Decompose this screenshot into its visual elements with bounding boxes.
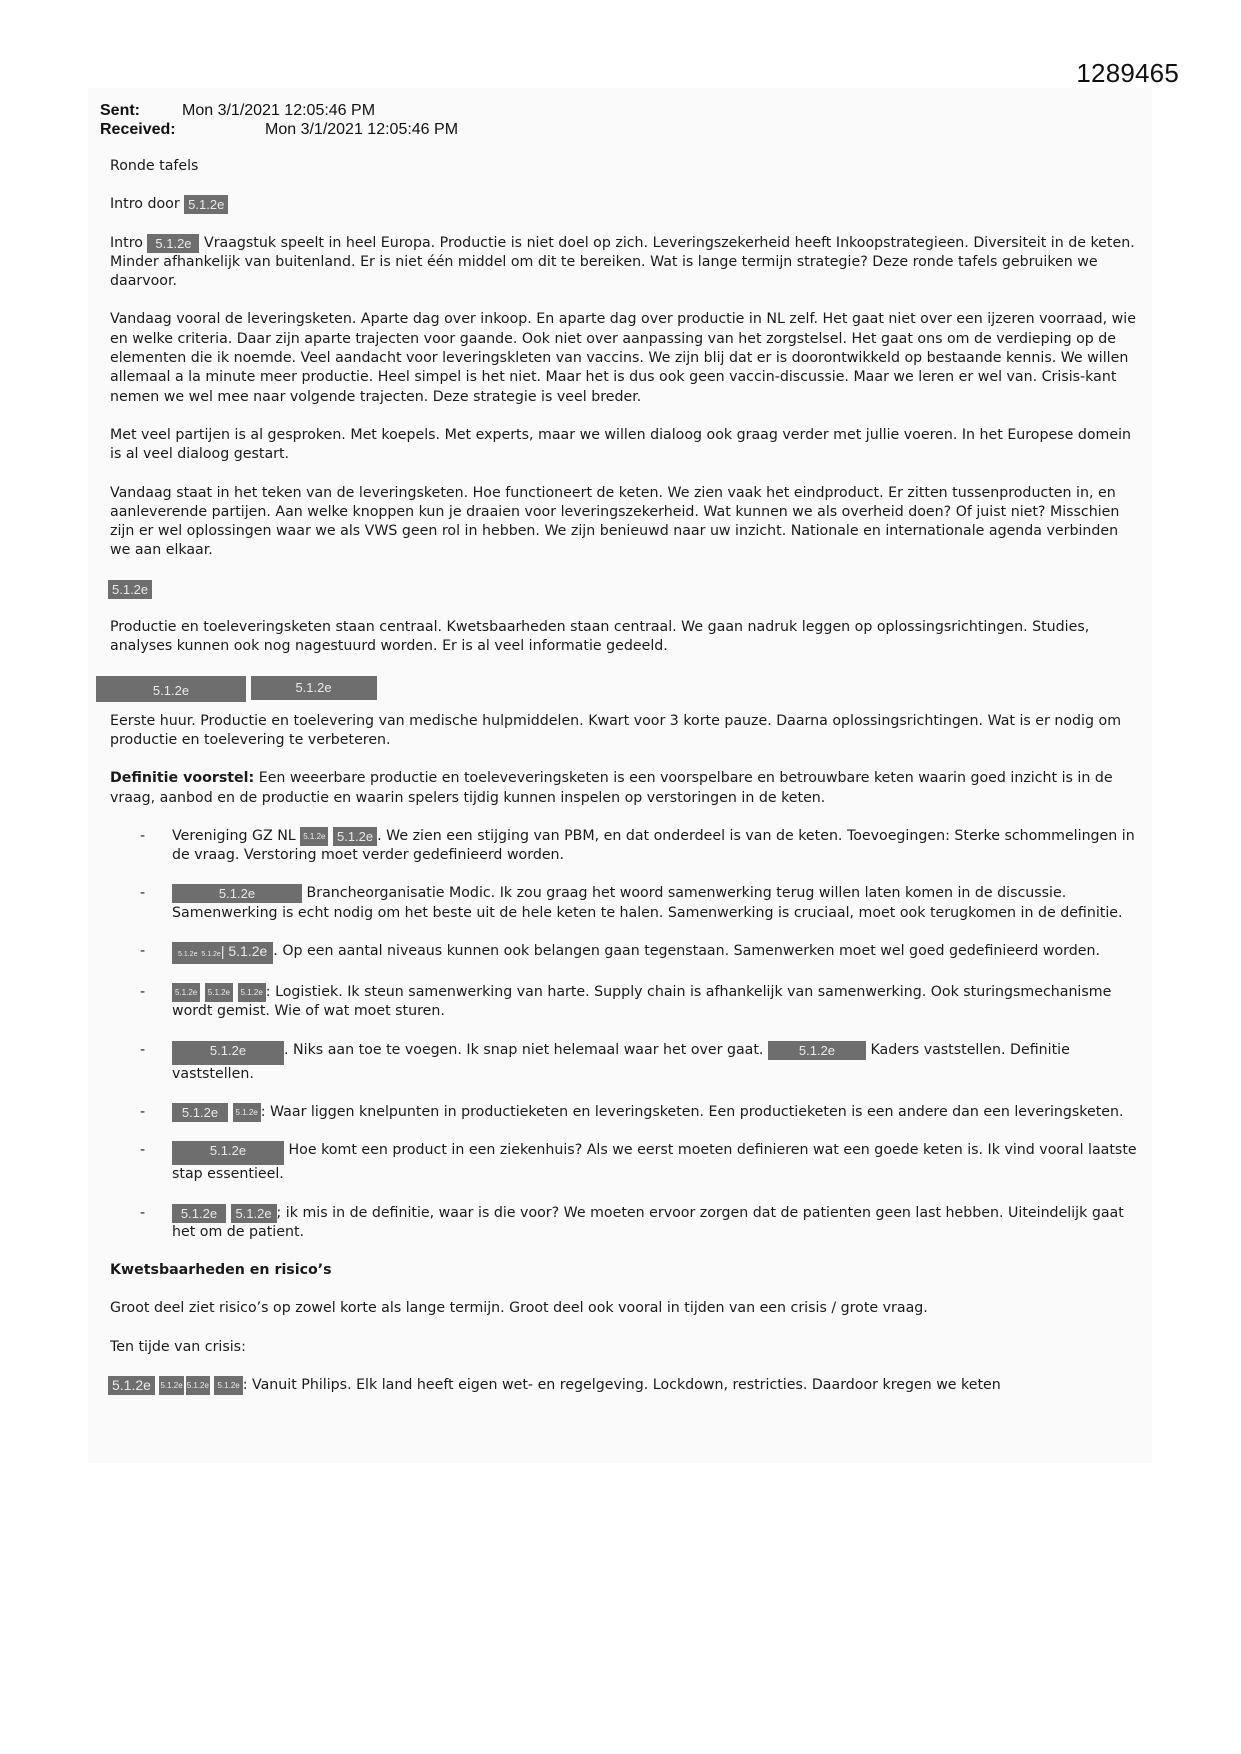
speaker-redaction xyxy=(108,580,1140,599)
redaction-box: 5.1.2e xyxy=(96,676,246,702)
definition-text: Een weeerbare productie en toeleveveringsketen is een voorspelbare en betrouwbare keten waarin goed inzicht is in de vraag, aanbod en de productie en waarin spelers tijdig kunnen inspelen op verstoringen in de keten. xyxy=(110,770,1113,806)
redaction-box: 5.1.2e xyxy=(108,1376,155,1395)
redaction-box: 5.1.2e xyxy=(184,195,228,214)
list-item xyxy=(172,827,1140,866)
redaction-code: 5.1.2e xyxy=(178,951,198,959)
intro-door-label: Intro door xyxy=(110,196,180,213)
redaction-box: 5.1.2e xyxy=(172,1204,226,1223)
list-item-text: Hoe komt een product in een ziekenhuis? Als we eerst moeten definieren wat een goede keten is. Ik vind vooral laatste stap essentieel. xyxy=(172,1142,1137,1183)
redaction-box: 5.1.2e xyxy=(159,1376,183,1395)
list-item-text: . We zien een stijging van PBM, en dat onderdeel is van de keten. Toevoegingen: Sterke schommelingen in de vraag. Verstoring moet verder gedefinieerd worden. xyxy=(172,827,1135,864)
paragraph-2: Vandaag vooral de leveringsketen. Aparte dag over inkoop. En aparte dag over productie in NL zelf. Het gaat niet over een ijzeren voorraad, wie en welke criteria. Daar zijn aparte trajecten voor gaande. Ook niet over aanpassing van het zorgstelsel. Het gaat ons om de verdieping op de elementen die ik noemde. Veel aandacht voor leveringskleten van vaccins. We zijn blij dat er is doorontwikkeld op bestaande kennis. We willen allemaal a la minute meer productie. Heel simpel is het niet. Maar het is dus ook geen vaccin-discussie. Maar we leren er wel van. Crisis-kant nemen we wel mee naar volgende trajecten. Deze strategie is veel breder. xyxy=(110,311,1136,405)
definition-label: Definitie voorstel: xyxy=(110,770,255,787)
paragraph-3: Met veel partijen is al gesproken. Met koepels. Met experts, maar we willen dialoog ook graag verder met jullie voeren. In het Europese domein is al veel dialoog gestart. xyxy=(110,426,1132,463)
redaction-code: 5.1.2e xyxy=(201,951,221,959)
redaction-box: 5.1.2e xyxy=(172,884,302,903)
list-item xyxy=(172,1103,1140,1122)
intro-door-line xyxy=(110,195,1140,214)
title: Ronde tafels xyxy=(110,158,199,174)
list-item xyxy=(172,1041,1140,1084)
redaction-box: 5.1.2e xyxy=(172,1041,284,1065)
list-item xyxy=(172,884,1140,923)
definition-paragraph xyxy=(110,769,1140,808)
redaction-box: 5.1.2e xyxy=(300,827,328,846)
redaction-box: 5.1.2e 5.1.2e| 5.1.2e xyxy=(172,942,273,964)
paragraph-4: Vandaag staat in het teken van de leveringsketen. Hoe functioneert de keten. We zien vaak het eindproduct. Er zitten tussenproducten in, en aanleverende partijen. Aan welke knoppen kun je draaien voor leveringszekerheid. Wat kunnen we als overheid doen? Of juist niet? Misschien zijn er wel oplossingen waar we als VWS geen rol in hebben. We zijn benieuwd naar uw inzicht. Nationale en internationale agenda verbinden we aan elkaar. xyxy=(110,484,1120,559)
received-value: Mon 3/1/2021 12:05:46 PM xyxy=(265,121,459,138)
paragraph-5: Productie en toeleveringsketen staan centraal. Kwetsbaarheden staan centraal. We gaan nadruk leggen op oplossingsrichtingen. Studies, analyses kunnen ook nog nagestuurd worden. Er is al veel informatie gedeeld. xyxy=(110,619,1090,655)
redaction-box: 5.1.2e xyxy=(172,1141,284,1165)
list-item-prefix: Vereniging GZ NL xyxy=(172,827,296,844)
section-title: Kwetsbaarheden en risico’s xyxy=(110,1262,332,1279)
received-row xyxy=(100,120,458,139)
sent-value: Mon 3/1/2021 12:05:46 PM xyxy=(182,102,376,119)
redaction-box: 5.1.2e xyxy=(214,1376,242,1395)
list-item xyxy=(172,983,1140,1022)
redaction-box: 5.1.2e xyxy=(231,1204,277,1223)
paragraph-9 xyxy=(108,1376,1140,1395)
email-body xyxy=(110,157,1140,1414)
paragraph-6: Eerste huur. Productie en toelevering van medische hulpmiddelen. Kwart voor 3 korte pauze. Daarna oplossingsrichtingen. Wat is er nodig om productie en toelevering te verbeteren. xyxy=(110,712,1122,748)
redaction-box: 5.1.2e xyxy=(333,827,377,846)
participant-list xyxy=(110,827,1140,1242)
email-header xyxy=(100,101,458,139)
document-id: 1289465 xyxy=(1076,58,1179,88)
redaction-box: 5.1.2e xyxy=(108,580,152,599)
paragraph-7: Groot deel ziet risico’s op zowel korte als lange termijn. Groot deel ook vooral in tijden van een crisis / grote vraag. xyxy=(110,1300,928,1317)
list-item-text: ; ik mis in de definitie, waar is die voor? We moeten ervoor zorgen dat de patienten geen last hebben. Uiteindelijk gaat het om de patient. xyxy=(172,1204,1124,1240)
list-item-text: . Op een aantal niveaus kunnen ook belangen gaan tegenstaan. Samenwerken moet wel goed gedefinieerd worden. xyxy=(273,943,1100,960)
redaction-box: 5.1.2e xyxy=(205,983,233,1002)
sent-label: Sent: xyxy=(100,102,140,119)
intro-label: Intro xyxy=(110,234,143,251)
redaction-box: 5.1.2e xyxy=(186,1376,210,1395)
paragraph-intro xyxy=(110,234,1140,292)
paragraph-text: Vraagstuk speelt in heel Europa. Productie is niet doel op zich. Leveringszekerheid heeft Inkoopstrategieen. Diversiteit in de keten. Minder afhankelijk van buitenland. Er is niet één middel om dit te bereiken. Wat is lange termijn strategie? Deze ronde tafels gebruiken we daarvoor. xyxy=(110,234,1135,290)
list-item-text: : Logistiek. Ik steun samenwerking van harte. Supply chain is afhankelijk van samenwerking. Ook sturingsmechanisme wordt gemist. Wie of wat moet sturen. xyxy=(172,984,1112,1020)
sent-row xyxy=(100,101,458,120)
list-item-text: . Niks aan toe te voegen. Ik snap niet helemaal waar het over gaat. xyxy=(284,1041,764,1058)
redaction-box: 5.1.2e xyxy=(251,676,377,700)
speaker-redaction-pair xyxy=(96,676,1140,704)
list-item xyxy=(172,1141,1140,1184)
redaction-box: 5.1.2e xyxy=(147,234,199,253)
list-item xyxy=(172,1204,1140,1243)
redaction-box: 5.1.2e xyxy=(238,983,266,1002)
paragraph-8: Ten tijde van crisis: xyxy=(110,1338,246,1355)
redaction-box: 5.1.2e xyxy=(768,1041,866,1060)
list-item-text-2: Kaders vaststellen. Definitie vaststellen. xyxy=(172,1041,1070,1082)
received-label: Received: xyxy=(100,121,176,138)
redaction-box: 5.1.2e xyxy=(172,983,200,1002)
redaction-code: 5.1.2e xyxy=(228,943,268,960)
paragraph-text: : Vanuit Philips. Elk land heeft eigen wet- en regelgeving. Lockdown, restricties. Daardoor kregen we keten xyxy=(242,1376,1001,1393)
list-item-text: Brancheorganisatie Modic. Ik zou graag het woord samenwerking terug willen laten komen in de discussie. Samenwerking is echt nodig om het beste uit de hele keten te halen. Samenwerking is cruciaal, moet ook terugkomen in de definitie. xyxy=(172,885,1123,921)
redaction-box: 5.1.2e xyxy=(172,1103,228,1122)
redaction-box: 5.1.2e xyxy=(233,1103,261,1122)
list-item-text: : Waar liggen knelpunten in productieketen en leveringsketen. Een productieketen is een andere dan een leveringsketen. xyxy=(260,1103,1124,1120)
list-item xyxy=(172,942,1140,964)
